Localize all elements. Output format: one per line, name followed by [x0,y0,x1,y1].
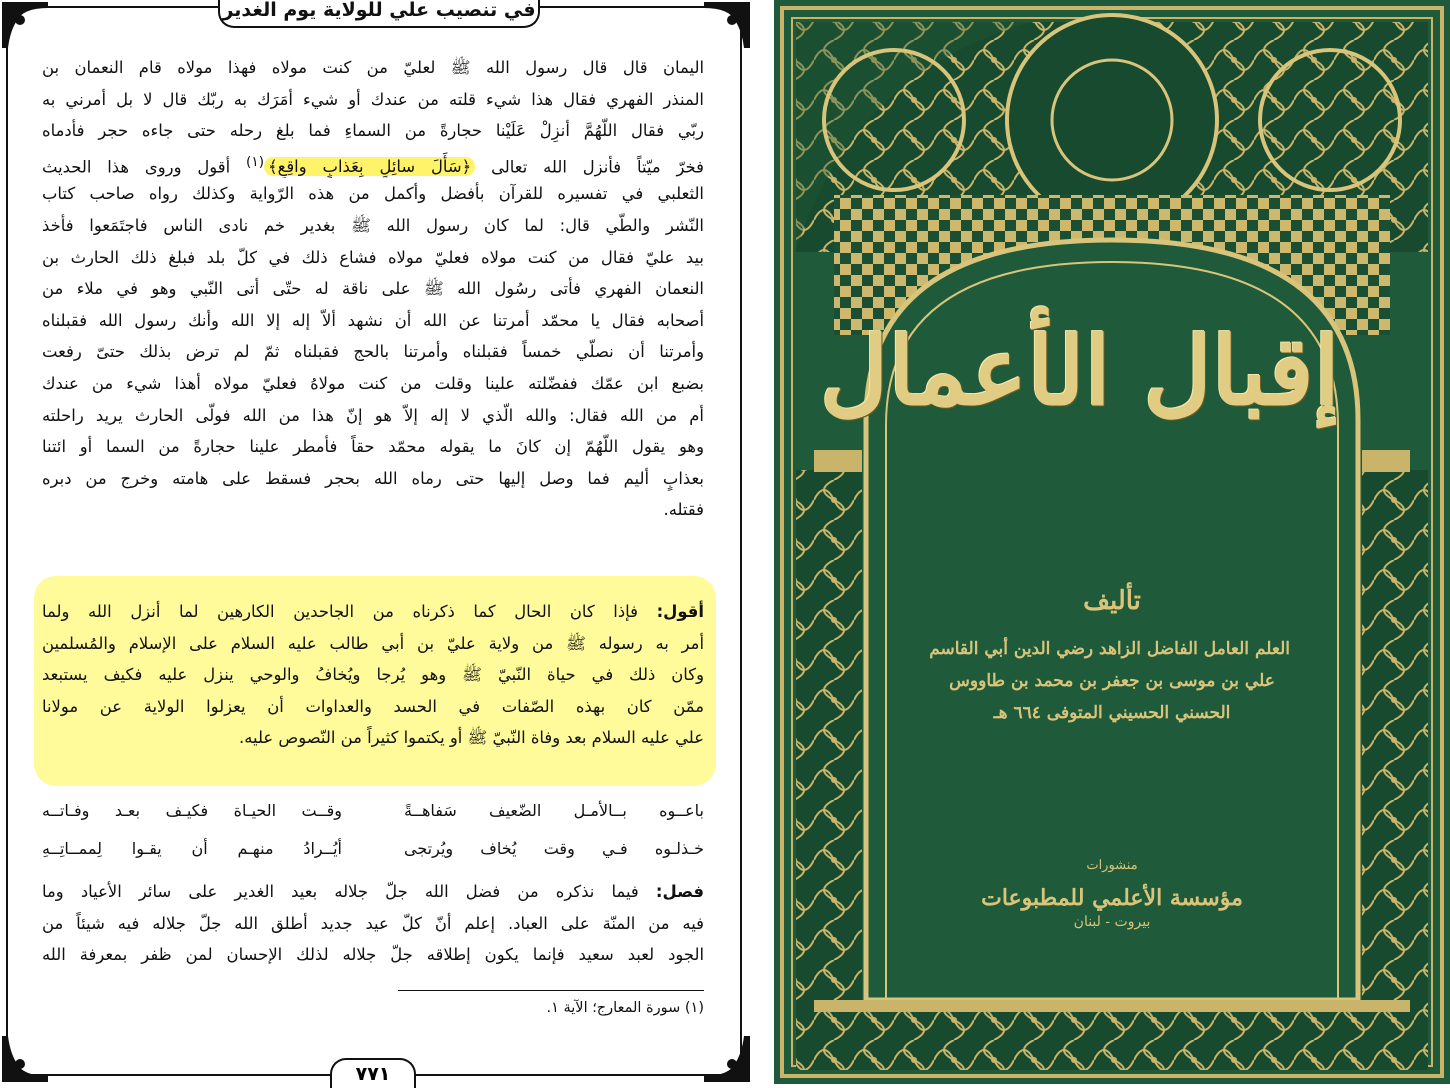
text-line: علي عليه السلام بعد وفاة النّبيّ ﷺ أو يكتموا كثيراً من النّصوص عليه. [239,728,704,748]
footnote-marker[interactable]: (١) [246,153,265,170]
paragraph-2-highlighted [42,596,704,754]
author-line: علي بن موسى بن جعفر بن محمد بن طاووس [949,671,1275,691]
footnote-divider [398,990,704,991]
poem-first-hemistich: خـذلـوه فـي وقت يُخاف ويُرتجى [404,839,704,858]
poem-second-hemistich: أيُــرادُ منهـم أن يقـوا لِممــاتِــهِ [42,839,342,858]
author-line: الحسني الحسيني المتوفى ٦٦٤ هـ [993,703,1231,723]
text-fragment: فيما نذكره من فضل الله جلّ جلاله بعيد الغدير على سائر الأعياد وما [42,882,639,901]
cover-title: إقبال الأعمال [820,317,1340,427]
author-line: العلم العامل الفاضل الزاهد رضي الدين أبي القاسم [929,639,1290,659]
page-number: ٧٧١ [330,1058,416,1088]
text-line: الجود لعبد سعيد فإنما يكون إطلاقه جلّ جلاله لذلك الإحسان لمن ظفر بمعرفة الله [42,945,704,965]
text-fragment: فإذا كان الحال كما ذكرناه من الجاحدين الكارهين لما أنزل الله ولما [42,602,638,621]
author-label: تأليف [1083,586,1141,616]
text-line: فيه من المنّة على العباد. إعلم أنّ كلّ عيد جديد أطلق الله جلّ جلاله فيه شيئاً من [42,913,704,933]
paragraph-3 [42,876,704,971]
text-line [42,596,704,628]
paragraph-1 [42,52,704,526]
poem-first-hemistich: باعــوه بــالأمـل الضّعيف سَفاهــةً [404,801,704,820]
text-line: النّشر والطّي قال: لما كان رسول الله ﷺ بغدير خم نادى الناس فاجتَمَعوا فأخذ [42,215,704,235]
running-title: في تنصيب علي للولاية يوم الغدير [218,0,540,28]
text-line: النعمان الفهري فأتى رسُول الله ﷺ على ناقة له حتّى أتى النّبي وهو في ملاء من [42,279,704,299]
text-line-with-verse [42,147,704,179]
text-fragment: فخرّ ميّتاً فأنزل الله تعالى [491,157,704,177]
text-line: أصحابه فقال يا محمّد أمرتنا عن الله أن نشهد ألاّ إله إلا الله وأنك رسول الله فقبلناه [42,310,704,330]
image-divider [752,0,774,1084]
text-line: ربّي فقال اللّهُمَّ أنزِلْ عَلَيْنا حجارةً من السماءِ فما بلغ رحله حتى جاءه حجر فأدماه [42,121,704,141]
poem-second-hemistich: وقــت الحيـاة فكيـف بعـد وفـاتــه [42,801,342,820]
text-line: وهو يقول اللّهُمّ إن كانَ ما يقوله محمّد حقاً فأمطر علينا حجارةً من السما أو ائتنا [42,437,704,457]
text-line [42,876,704,908]
text-line: الثعلبي في تفسيره للقرآن بأفضل وأكمل من هذه الرّواية وكذلك رواه صاحب كتاب [42,184,704,204]
poem [42,792,704,868]
corner-ornament-icon [2,2,48,48]
poem-verse [42,792,704,830]
text-line: وكان ذلك في حياة النّبيّ ﷺ وهو يُرجا ويُخافُ والوحي ينزل عليه فكيف يستبعد [42,665,704,685]
text-line: وأمرتنا أن نصلّي خمساً فقبلناه وأمرتنا بالحج فقبلناه ثمّ لم ترض بذلك حتىّ رفعت [42,342,704,362]
footnote: (١) سورة المعارج؛ الآية ١. [546,1000,704,1016]
highlighted-verse: ﴿سَأَلَ سائِلٍ بِعَذابٍ واقِعٍ﴾ [264,157,475,176]
book-cover [774,0,1450,1084]
corner-ornament-icon [704,1036,750,1082]
text-line: بيد عليّ فقال من كنت مولاه فعليّ مولاه فشاع ذلك في كلّ بلد فبلغ ذلك الحارث بن [42,247,704,267]
text-line: أمر به رسوله ﷺ من ولاية عليّ بن أبي طالب عليه السلام على الإسلام والمُسلمين [42,633,704,653]
text-fragment: أقول وروى هذا الحديث [42,157,231,177]
poem-verse [42,830,704,868]
publisher-label: منشورات [1086,858,1138,873]
text-line: بعذابٍ أليم فما وصل إليها حتى رماه الله بحجر فسقط على هامته وخرج من دبره [42,468,704,488]
text-line: أم من الله فقال: والله الّذي لا إله إلاّ هو إنّ هذا من الله فولّى الحارث يريد راحلته [42,405,704,425]
text-line: بضبع ابن عمّك ففضّلته علينا وقلت من كنت مولاهُ فعليّ مولاه أهذا شيء من عندك [42,373,704,393]
text-line: المنذر الفهري فقال هذا شيء قلته من عندك أو شيء أمَرَك به ربّك قال لا بل أمرني به [42,89,704,109]
paragraph-label: أقول: [656,602,704,621]
text-line: اليمان قال قال رسول الله ﷺ لعليّ من كنت مولاه فهذا مولاه قام النعمان بن [42,58,704,77]
corner-ornament-icon [2,1036,48,1082]
text-line: ممّن كان بهذه الصّفات في الحسد والعداوات أن يعزلوا الولاية عن مولانا [42,696,704,716]
publisher-name: مؤسسة الأعلمي للمطبوعات [981,885,1243,911]
publisher-city: بيروت - لبنان [1073,914,1151,930]
paragraph-label: فصل: [655,882,704,901]
corner-ornament-icon [704,2,750,48]
text-line: فقتله. [663,500,704,520]
